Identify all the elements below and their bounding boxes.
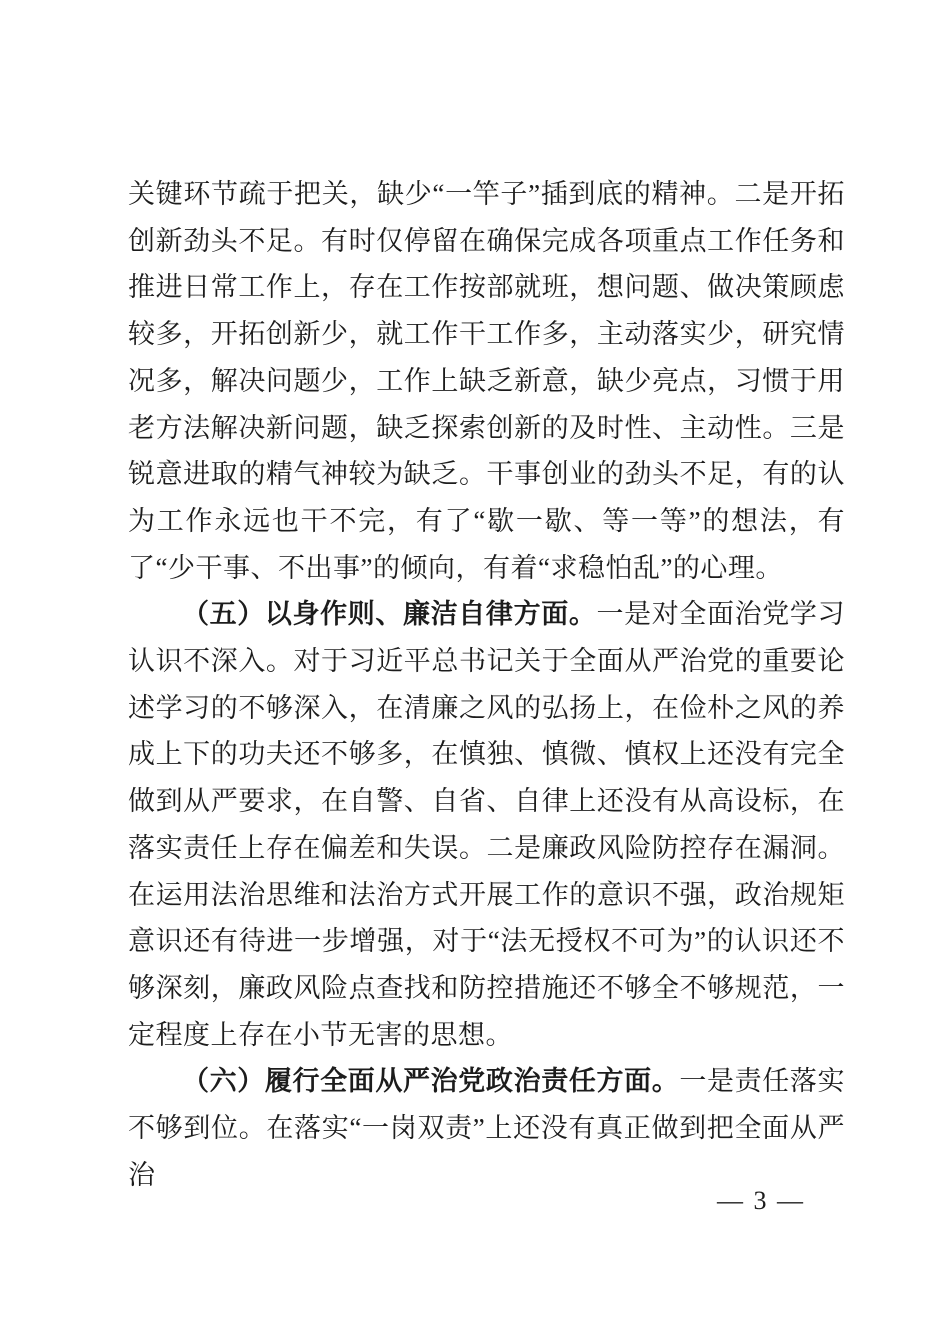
paragraph-text: 关键环节疏于把关，缺少“一竿子”插到底的精神。二是开拓创新劲头不足。有时仅停留在确保完成各项重点工作任务和推进日常工作上，存在工作按部就班，想问题、做决策顾虑较多，开拓创新少，就工作干工作多，主动落实少，研究情况多，解决问题少，工作上缺乏新意，缺少亮点，习惯于用老方法解决新问题，缺乏探索创新的及时性、主动性。三是锐意进取的精气神较为缺乏。干事创业的劲头不足，有的认为工作永远也干不完，有了“歇一歇、等一等”的想法，有了“少干事、不出事”的倾向，有着“求稳怕乱”的心理。 [128, 179, 845, 583]
paragraph-heading-text: （六）履行全面从严治党政治责任方面。 [182, 1066, 680, 1097]
page-number: — 3 — [717, 1186, 805, 1215]
paragraph-heading-text: （五）以身作则、廉洁自律方面。 [182, 599, 597, 630]
paragraph-text: 一是对全面治党学习认识不深入。对于习近平总书记关于全面从严治党的重要论述学习的不够深入，在清廉之风的弘扬上，在俭朴之风的养成上下的功夫还不够多，在慎独、慎微、慎权上还没有完全做到从严要求，在自警、自省、自律上还没有从高设标，在落实责任上存在偏差和失误。二是廉政风险防控存在漏洞。在运用法治思维和法治方式开展工作的意识不强，政治规矩意识还有待进一步增强，对于“法无授权不可为”的认识还不够深刻，廉政风险点查找和防控措施还不够全不够规范，一定程度上存在小节无害的思想。 [128, 599, 846, 1050]
paragraph [128, 591, 845, 1058]
paragraph [128, 171, 845, 591]
paragraph [128, 1058, 845, 1198]
document-body [128, 171, 845, 1198]
paragraph-text: 一是责任落实不够到位。在落实“一岗双责”上还没有真正做到把全面从严治 [128, 1066, 846, 1190]
